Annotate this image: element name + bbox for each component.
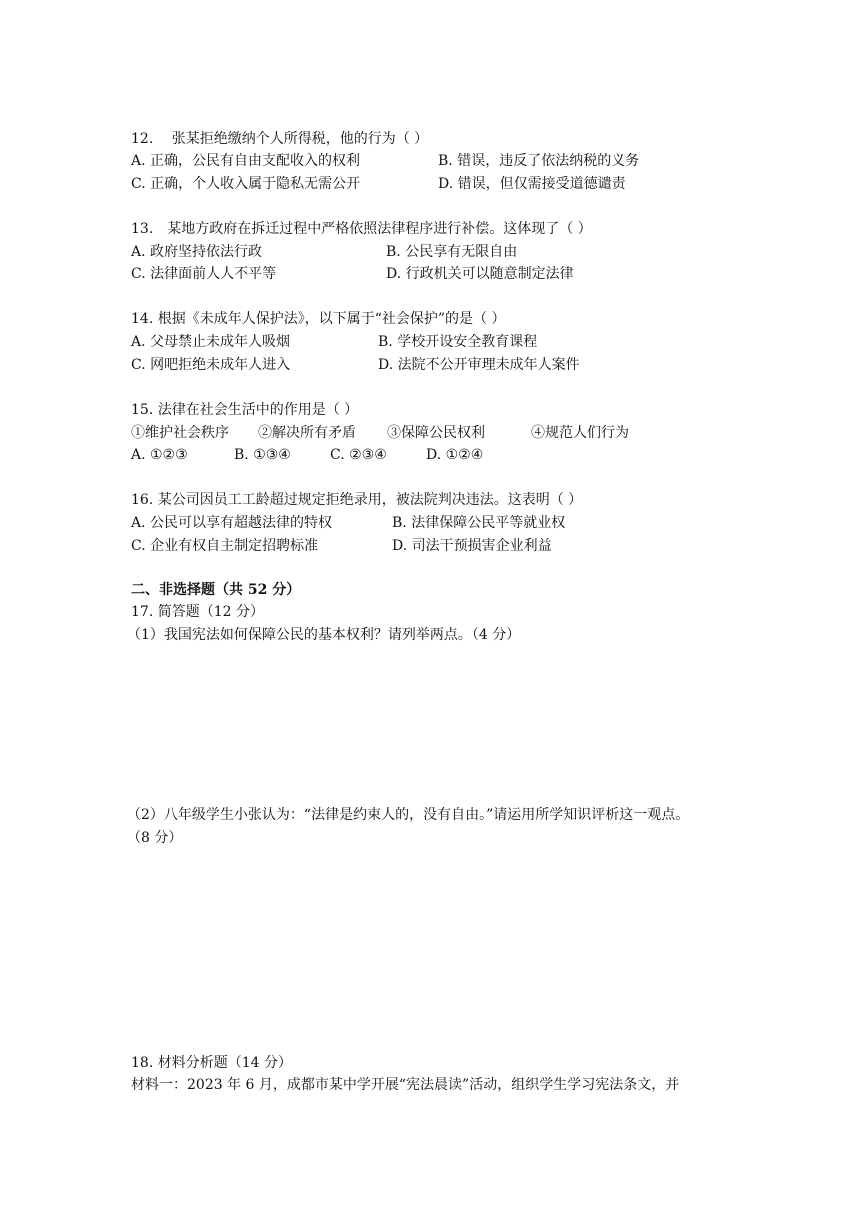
question-17-part-1: （1）我国宪法如何保障公民的基本权利？请列举两点。（4 分） (127, 627, 521, 643)
question-14-option-d: D. 法院不公开审理未成年人案件 (378, 357, 580, 373)
question-16-option-b: B. 法律保障公民平等就业权 (392, 515, 566, 531)
question-16-option-a: A. 公民可以享有超越法律的特权 (131, 515, 333, 531)
question-15-item-2: ②解决所有矛盾 (258, 425, 356, 441)
question-15-option-d: D. ①②④ (426, 447, 484, 463)
section-2-heading: 二、非选择题（共 52 分） (131, 582, 301, 598)
question-17-part-2-line-2: （8 分） (127, 830, 183, 846)
question-12-option-d: D. 错误，但仅需接受道德谴责 (438, 176, 626, 192)
question-15-item-4: ④规范人们行为 (531, 425, 629, 441)
question-13-option-d: D. 行政机关可以随意制定法律 (386, 266, 574, 282)
question-17-part-2-line-1: （2）八年级学生小张认为：“法律是约束人的，没有自由。”请运用所学知识评析这一观点。 (127, 807, 690, 823)
question-15-option-c: C. ②③④ (330, 447, 387, 463)
question-13-option-c: C. 法律面前人人不平等 (131, 266, 277, 282)
question-16-option-d: D. 司法干预损害企业利益 (392, 538, 552, 554)
question-14-option-b: B. 学校开设安全教育课程 (378, 334, 538, 350)
question-16-option-c: C. 企业有权自主制定招聘标准 (131, 538, 319, 554)
question-18-title: 18. 材料分析题（14 分） (131, 1055, 292, 1071)
question-14-stem: 14. 根据《未成年人保护法》，以下属于“社会保护”的是（ ） (131, 311, 506, 327)
question-15-item-1: ①维护社会秩序 (131, 425, 229, 441)
question-16-stem: 16. 某公司因员工工龄超过规定拒绝录用，被法院判决违法。这表明（ ） (131, 492, 583, 508)
question-15-option-a: A. ①②③ (131, 447, 188, 463)
question-12-option-b: B. 错误，违反了依法纳税的义务 (438, 153, 640, 169)
question-17-title: 17. 简答题（12 分） (131, 604, 264, 620)
question-18-material-1: 材料一：2023 年 6 月，成都市某中学开展“宪法晨读”活动，组织学生学习宪法条文，并 (131, 1077, 680, 1093)
question-12-stem: 12. 张某拒绝缴纳个人所得税，他的行为（ ） (131, 131, 429, 147)
question-13-option-b: B. 公民享有无限自由 (386, 244, 518, 260)
question-12-option-a: A. 正确，公民有自由支配收入的权利 (131, 153, 361, 169)
question-15-item-3: ③保障公民权利 (387, 425, 485, 441)
question-12-option-c: C. 正确，个人收入属于隐私无需公开 (131, 176, 361, 192)
question-14-option-a: A. 父母禁止未成年人吸烟 (131, 334, 291, 350)
question-15-option-b: B. ①③④ (234, 447, 291, 463)
question-15-stem: 15. 法律在社会生活中的作用是（ ） (131, 402, 359, 418)
question-13-stem: 13. 某地方政府在拆迁过程中严格依照法律程序进行补偿。这体现了（ ） (131, 221, 592, 237)
question-14-option-c: C. 网吧拒绝未成年人进入 (131, 357, 291, 373)
question-13-option-a: A. 政府坚持依法行政 (131, 244, 263, 260)
